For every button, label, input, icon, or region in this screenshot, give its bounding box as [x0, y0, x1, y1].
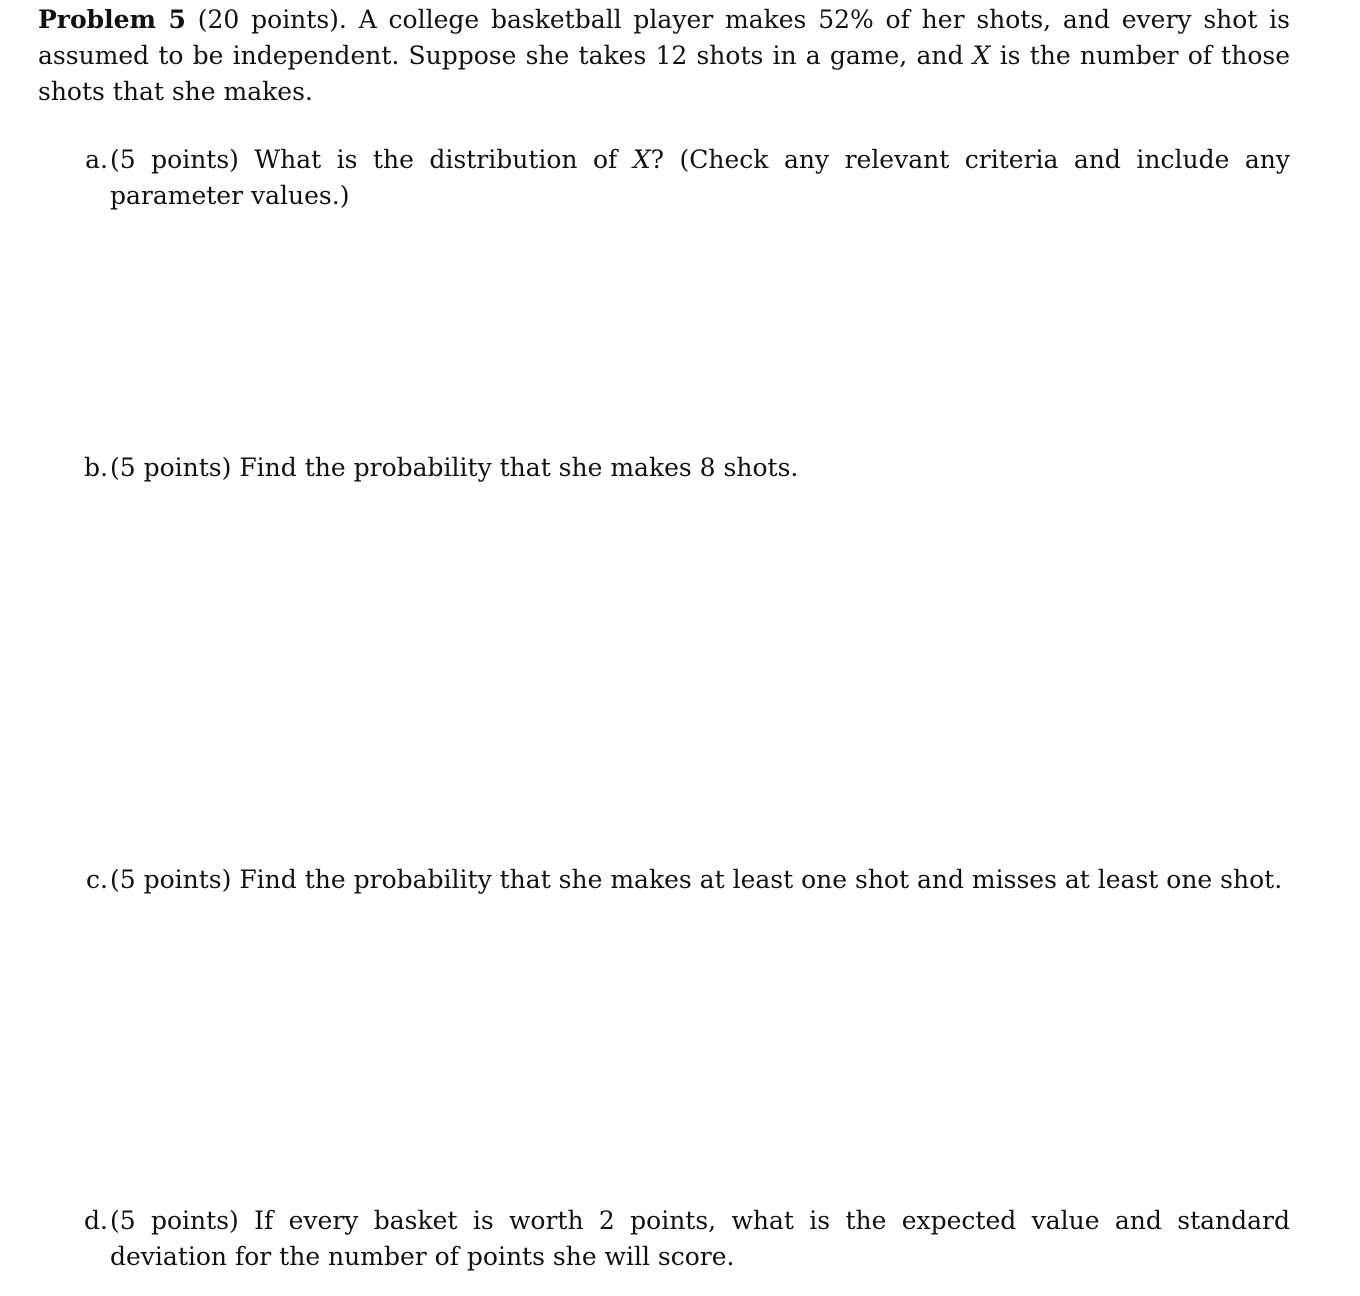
- part-c-label: c.: [86, 865, 108, 894]
- part-a-label: a.: [85, 145, 108, 174]
- part-a-text: [110, 142, 1290, 214]
- problem-heading: Problem 5: [38, 5, 186, 34]
- part-a: [72, 142, 1290, 214]
- part-a-variable: X: [632, 145, 651, 174]
- part-d-label: d.: [84, 1206, 108, 1235]
- part-b-text: (5 points) Find the probability that she makes 8 shots.: [110, 453, 799, 482]
- problem-points: (20 points).: [197, 5, 347, 34]
- part-d-text: (5 points) If every basket is worth 2 points, what is the expected value and standard deviation for the number of points she will score.: [110, 1206, 1290, 1271]
- problem-statement: [38, 2, 1290, 110]
- problem-text-2: is the number of those shots that she makes.: [38, 41, 1291, 106]
- problem-text-1: A college basketball player makes 52% of her shots, and every shot is assumed to be independent. Suppose she takes 12 shots in a game, and: [38, 5, 1290, 70]
- part-c-text: (5 points) Find the probability that she makes at least one shot and misses at least one shot.: [110, 865, 1283, 894]
- part-b-label: b.: [84, 453, 108, 482]
- part-a-text-2: ? (Check any relevant criteria and include any parameter values.): [110, 145, 1291, 210]
- part-c: [72, 862, 1290, 898]
- part-b: [72, 450, 1290, 486]
- part-a-text-1: (5 points) What is the distribution of: [110, 145, 618, 174]
- part-d: [72, 1203, 1290, 1275]
- problem-variable: X: [972, 41, 991, 70]
